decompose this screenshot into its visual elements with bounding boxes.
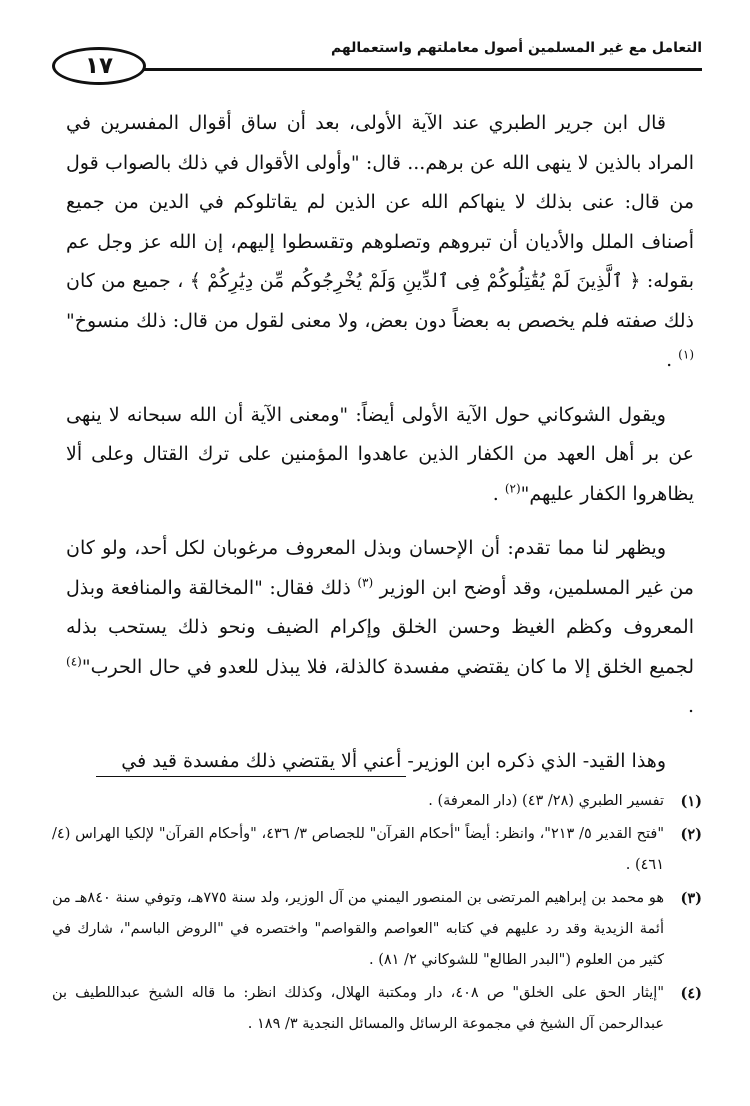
footnote-number: (٤)	[680, 985, 702, 1002]
footnote-2	[52, 819, 702, 881]
footnotes	[52, 786, 702, 1042]
footnote-number: (٢)	[680, 826, 702, 843]
paragraph-4-text: وهذا القيد- الذي ذكره ابن الوزير- أعني ألا يقتضي ذلك مفسدة قيد في	[121, 749, 666, 772]
header-rule	[132, 68, 702, 71]
page-header	[52, 42, 702, 92]
paragraph-3-text-b: ذلك فقال: "المخالقة والمنافعة وبذل المعروف وكظم الغيظ وحسن الخلق وإكرام الضيف ونحو ذلك يستحب بذله لجميع الخلق إلا ما كان يقتضي مفسدة كالذلة، فلا يبذل للعدو في حال الحرب"	[66, 576, 694, 678]
page-number: ١٧	[84, 53, 114, 79]
paragraph-1: قال ابن جرير الطبري عند الآية الأولى، بعد أن ساق أقوال المفسرين في المراد بالذين لا ينهى الله عن برهم... قال: "وأولى الأقوال في ذلك بالصواب قول من قال: عنى بذلك لا ينهاكم الله عن الذين لم يقاتلوكم في الدين من جميع أصناف الملل والأديان أن تبروهم وتصلوهم وتقسطوا إليهم، إن الله عز وجل عم بقوله: ﴿ ٱلَّذِينَ لَمْ يُقَٰتِلُوكُمْ فِى ٱلدِّينِ وَلَمْ يُخْرِجُوكُم مِّن دِيَٰرِكُمْ ﴾ ، جميع من كان ذلك صفته فلم يخصص به بعضاً دون بعض، ولا معنى لقول من قال: ذلك منسوخ"$^{(١)}$ .	[66, 112, 694, 371]
footnote-4	[52, 978, 702, 1040]
footnote-3	[52, 883, 702, 976]
footnote-separator	[96, 776, 406, 777]
page-number-badge	[52, 47, 146, 85]
main-text	[66, 104, 694, 796]
paragraph-3-text-a: ويظهر لنا مما تقدم: أن الإحسان وبذل المعروف مرغوبان لكل أحد، ولو كان من غير المسلمين، وقد أوضح ابن الوزير	[66, 537, 694, 599]
paragraph-2: ويقول الشوكاني حول الآية الأولى أيضاً: "ومعنى الآية أن الله سبحانه لا ينهى عن بر أهل العهد من الكفار الذين عاهدوا المؤمنين على ترك القتال وعلى ألا يظاهروا الكفار عليهم"$^{(٢)}$ .	[66, 403, 694, 505]
footnote-text: "فتح القدير ٥/ ٢١٣"، وانظر: أيضاً "أحكام القرآن" للجصاص ٣/ ٤٣٦، "وأحكام القرآن" لإلكيا الهراس (٤/ ٤٦١) .	[52, 826, 665, 873]
paragraph-1-text: قال ابن جرير الطبري عند الآية الأولى، بعد أن ساق أقوال المفسرين في المراد بالذين لا ينهى الله عن برهم... قال: "وأولى الأقوال في ذلك بالصواب قول من قال: عنى بذلك لا ينهاكم الله عن الذين لم يقاتلوكم في الدين من جميع أصناف الملل والأديان أن تبروهم وتصلوهم وتقسطوا إليهم، إن الله عز وجل عم بقوله: ﴿ ٱلَّذِينَ لَمْ يُقَٰتِلُوكُمْ فِى ٱلدِّينِ وَلَمْ يُخْرِجُوكُم مِّن دِيَٰرِكُمْ ﴾ ، جميع من كان ذلك صفته فلم يخصص به بعضاً دون بعض، ولا معنى لقول من قال: ذلك منسوخ"	[66, 112, 694, 332]
footnote-ref-1[interactable]: (١)	[678, 347, 694, 362]
footnote-number: (١)	[680, 793, 702, 810]
footnote-text: هو محمد بن إبراهيم المرتضى بن المنصور اليمني من آل الوزير، ولد سنة ٧٧٥هـ، وتوفي سنة ٨٤٠هـ من أئمة الزيدية وقد رد عليهم في كتابه "العواصم والقواصم" واختصره في "الروض الباسم"، شارك في كثير من العلوم ("البدر الطالع" للشوكاني ٢/ ٨١) .	[52, 890, 665, 968]
footnote-1	[52, 786, 702, 817]
running-title: التعامل مع غير المسلمين أصول معاملتهم واستعمالهم	[325, 40, 702, 56]
footnote-ref-2[interactable]: (٢)	[504, 481, 521, 496]
footnote-number: (٣)	[680, 890, 702, 907]
footnote-ref-3[interactable]: (٣)	[357, 575, 374, 590]
paragraph-2-text: ويقول الشوكاني حول الآية الأولى أيضاً: "ومعنى الآية أن الله سبحانه لا ينهى عن بر أهل العهد من الكفار الذين عاهدوا المؤمنين على ترك القتال وعلى ألا يظاهروا الكفار عليهم"	[66, 403, 694, 505]
footnote-text: تفسير الطبري (٢٨/ ٤٣) (دار المعرفة) .	[428, 793, 664, 809]
paragraph-3: ويظهر لنا مما تقدم: أن الإحسان وبذل المعروف مرغوبان لكل أحد، ولو كان من غير المسلمين، وقد أوضح ابن الوزير $^{(٣)}$ ذلك فقال: "المخالقة والمنافعة وبذل المعروف وكظم الغيظ وحسن الخلق وإكرام الضيف ونحو ذلك يستحب بذله لجميع الخلق إلا ما كان يقتضي مفسدة كالذلة، فلا يبذل للعدو في حال الحرب"$^{(٤)}$ .	[66, 537, 694, 717]
footnote-text: "إيثار الحق على الخلق" ص ٤٠٨، دار ومكتبة الهلال، وكذلك انظر: ما قاله الشيخ عبداللطيف بن عبدالرحمن آل الشيخ في مجموعة الرسائل والمسائل النجدية ٣/ ١٨٩ .	[52, 985, 664, 1032]
footnote-ref-4[interactable]: (٤)	[66, 654, 82, 669]
